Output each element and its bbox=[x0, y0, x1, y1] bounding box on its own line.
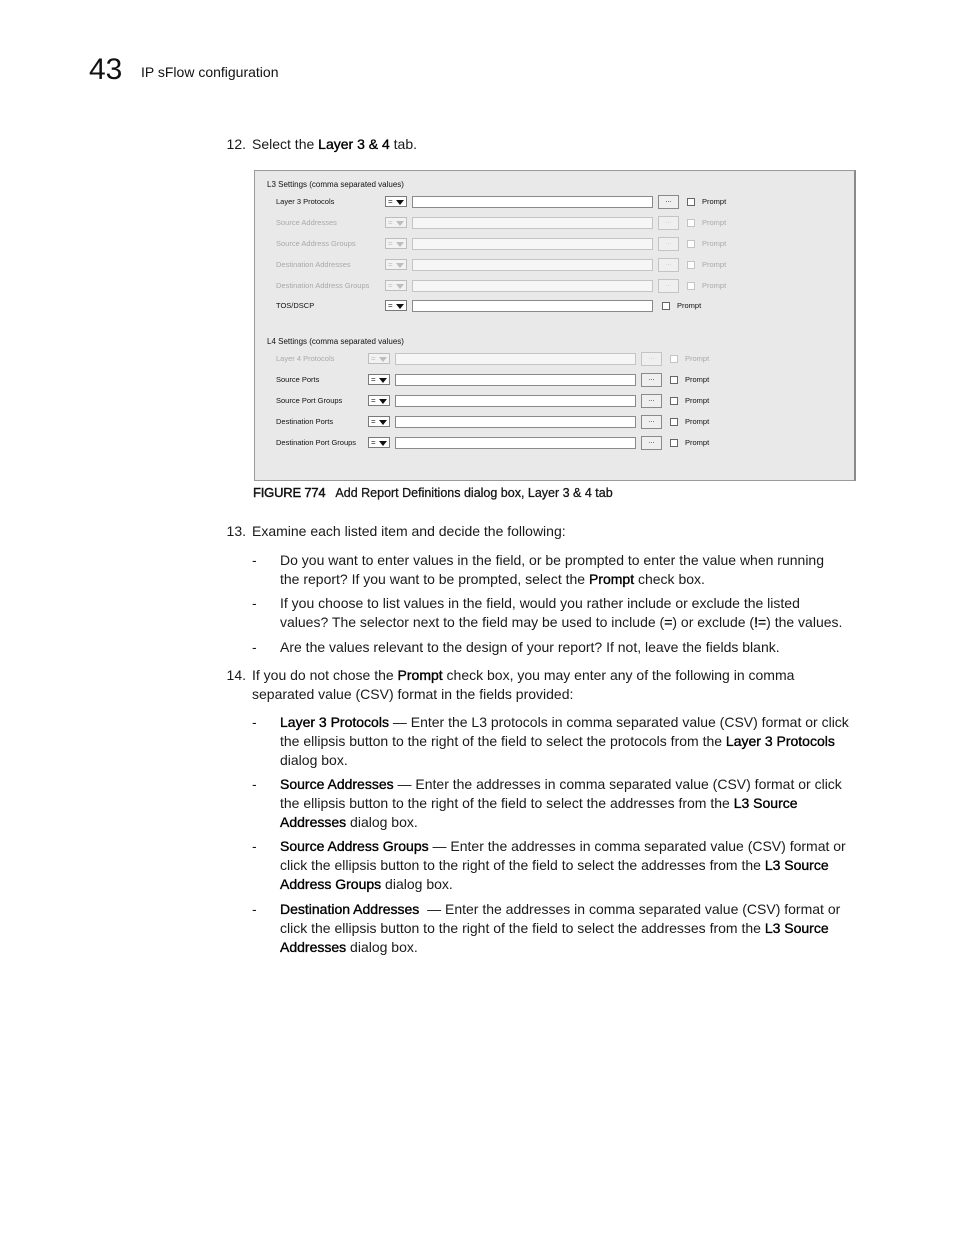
chevron-down-icon bbox=[396, 263, 404, 268]
value-field[interactable] bbox=[395, 437, 636, 449]
operator-select[interactable]: = bbox=[385, 280, 407, 291]
prompt-label: Prompt bbox=[685, 375, 710, 384]
row-label: Layer 4 Protocols bbox=[276, 354, 335, 363]
step-14-bullet-layer3-protocols: Layer 3 Protocols — Enter the L3 protocols in comma separated value (CSV) format or click the ellipsis button to the right of the field to select the protocols from the Layer 3 Protocols dialog box. bbox=[280, 714, 849, 768]
chapter-title: IP sFlow configuration bbox=[141, 64, 279, 80]
operator-select[interactable]: = bbox=[385, 217, 407, 228]
operator-select[interactable]: = bbox=[385, 300, 407, 311]
operator-select[interactable]: = bbox=[385, 259, 407, 270]
value-field[interactable] bbox=[395, 374, 636, 386]
l3-row-destination-addresses bbox=[255, 258, 855, 272]
prompt-checkbox[interactable] bbox=[670, 376, 678, 384]
value-field[interactable] bbox=[412, 238, 653, 250]
prompt-label: Prompt bbox=[702, 218, 727, 227]
value-field[interactable] bbox=[412, 196, 653, 208]
step-13-bullet-2: If you choose to list values in the field, would you rather include or exclude the listed values? The selector next to the field may be used to include (=) or exclude (!=) the values. bbox=[280, 595, 843, 630]
prompt-label: Prompt bbox=[702, 197, 727, 206]
chevron-down-icon bbox=[379, 441, 387, 446]
prompt-label: Prompt bbox=[685, 417, 710, 426]
operator-select[interactable]: = bbox=[368, 374, 390, 385]
step-14-bullet-destination-addresses: Destination Addresses — Enter the addresses in comma separated value (CSV) format or click the ellipsis button to the right of the field to select the addresses from the L3 Source Addresses dialog box. bbox=[280, 901, 841, 955]
value-field[interactable] bbox=[395, 416, 636, 428]
step-14-bullet-source-addresses: Source Addresses — Enter the addresses in comma separated value (CSV) format or click the ellipsis button to the right of the field to select the addresses from the L3 Source Addresses dialog box. bbox=[280, 776, 842, 830]
operator-select[interactable]: = bbox=[368, 416, 390, 427]
step-13-bullet-3: Are the values relevant to the design of your report? If not, leave the fields blank. bbox=[280, 639, 780, 655]
prompt-checkbox[interactable] bbox=[670, 418, 678, 426]
bullet-dash: - bbox=[252, 552, 257, 568]
step-14-number: 14. bbox=[226, 667, 246, 683]
operator-select[interactable]: = bbox=[385, 196, 407, 207]
prompt-label: Prompt bbox=[677, 301, 702, 310]
l4-row-source-ports bbox=[255, 373, 855, 387]
chevron-down-icon bbox=[396, 284, 404, 289]
prompt-checkbox[interactable] bbox=[687, 240, 695, 248]
figure-title: Add Report Definitions dialog box, Layer 3 & 4 tab bbox=[335, 486, 613, 500]
l3-row-tos-dscp bbox=[255, 299, 855, 313]
row-label: Layer 3 Protocols bbox=[276, 197, 335, 206]
chevron-down-icon bbox=[396, 242, 404, 247]
dialog-screenshot bbox=[254, 170, 856, 481]
value-field[interactable] bbox=[412, 217, 653, 229]
prompt-checkbox[interactable] bbox=[670, 439, 678, 447]
value-field[interactable] bbox=[395, 395, 636, 407]
prompt-checkbox[interactable] bbox=[662, 302, 670, 310]
row-label: Source Port Groups bbox=[276, 396, 343, 405]
l3-row-source-addresses bbox=[255, 216, 855, 230]
ellipsis-button[interactable]: ... bbox=[641, 415, 662, 429]
prompt-checkbox[interactable] bbox=[687, 282, 695, 290]
step-14-bullet-source-address-groups: Source Address Groups — Enter the addresses in comma separated value (CSV) format or click the ellipsis button to the right of the field to select the addresses from the L3 Source Address Groups dialog box. bbox=[280, 838, 846, 892]
step-12-number: 12. bbox=[226, 136, 246, 152]
prompt-checkbox[interactable] bbox=[687, 261, 695, 269]
row-label: Source Address Groups bbox=[276, 239, 356, 248]
value-field[interactable] bbox=[412, 280, 653, 292]
ellipsis-button[interactable]: ... bbox=[641, 436, 662, 450]
chevron-down-icon bbox=[396, 221, 404, 226]
prompt-checkbox[interactable] bbox=[687, 198, 695, 206]
l4-row-source-port-groups bbox=[255, 394, 855, 408]
prompt-checkbox[interactable] bbox=[670, 397, 678, 405]
step-13-number: 13. bbox=[226, 523, 246, 539]
l3-row-destination-address-groups bbox=[255, 279, 855, 293]
chevron-down-icon bbox=[379, 420, 387, 425]
prompt-checkbox[interactable] bbox=[687, 219, 695, 227]
step-13-bullet-1: Do you want to enter values in the field, or be prompted to enter the value when running the report? If you want to be prompted, select the Prompt check box. bbox=[280, 552, 825, 587]
ellipsis-button[interactable]: ... bbox=[658, 237, 679, 251]
bullet-dash: - bbox=[252, 714, 257, 730]
chevron-down-icon bbox=[379, 378, 387, 383]
l4-row-layer4-protocols bbox=[255, 352, 855, 366]
prompt-label: Prompt bbox=[685, 396, 710, 405]
row-label: Destination Port Groups bbox=[276, 438, 357, 447]
ellipsis-button[interactable]: ... bbox=[658, 216, 679, 230]
row-label: Destination Ports bbox=[276, 417, 334, 426]
l3-settings-title: L3 Settings (comma separated values) bbox=[267, 180, 404, 189]
prompt-label: Prompt bbox=[702, 239, 727, 248]
l3-row-layer3-protocols bbox=[255, 195, 855, 209]
value-field[interactable] bbox=[412, 300, 653, 312]
l3-row-source-address-groups bbox=[255, 237, 855, 251]
ellipsis-button[interactable]: ... bbox=[641, 373, 662, 387]
prompt-checkbox[interactable] bbox=[670, 355, 678, 363]
chevron-down-icon bbox=[379, 357, 387, 362]
ellipsis-button[interactable]: ... bbox=[658, 279, 679, 293]
l4-settings-title: L4 Settings (comma separated values) bbox=[267, 337, 404, 346]
row-label: Source Ports bbox=[276, 375, 320, 384]
prompt-label: Prompt bbox=[702, 260, 727, 269]
row-label: Source Addresses bbox=[276, 218, 337, 227]
value-field[interactable] bbox=[395, 353, 636, 365]
ellipsis-button[interactable]: ... bbox=[641, 394, 662, 408]
bullet-dash: - bbox=[252, 776, 257, 792]
ellipsis-button[interactable]: ... bbox=[658, 258, 679, 272]
bullet-dash: - bbox=[252, 595, 257, 611]
ellipsis-button[interactable]: ... bbox=[641, 352, 662, 366]
step-13-text: Examine each listed item and decide the following: bbox=[252, 523, 566, 539]
step-12-text: Select the Layer 3 & 4 tab. bbox=[252, 136, 418, 152]
prompt-label: Prompt bbox=[685, 438, 710, 447]
chevron-down-icon bbox=[396, 304, 404, 309]
row-label: TOS/DSCP bbox=[276, 301, 315, 310]
value-field[interactable] bbox=[412, 259, 653, 271]
figure-label: FIGURE 774 bbox=[253, 485, 326, 500]
operator-select[interactable]: = bbox=[368, 395, 390, 406]
prompt-label: Prompt bbox=[702, 281, 727, 290]
operator-select[interactable]: = bbox=[368, 353, 390, 364]
l4-row-destination-port-groups bbox=[255, 436, 855, 450]
chevron-down-icon bbox=[396, 200, 404, 205]
l4-row-destination-ports bbox=[255, 415, 855, 429]
row-label: Destination Addresses bbox=[276, 260, 351, 269]
prompt-label: Prompt bbox=[685, 354, 710, 363]
figure-caption bbox=[253, 485, 613, 500]
chapter-number: 43 bbox=[89, 53, 123, 86]
bullet-dash: - bbox=[252, 901, 257, 917]
operator-select[interactable]: = bbox=[368, 437, 390, 448]
chevron-down-icon bbox=[379, 399, 387, 404]
row-label: Destination Address Groups bbox=[276, 281, 370, 290]
bullet-dash: - bbox=[252, 838, 257, 854]
bullet-dash: - bbox=[252, 639, 257, 655]
ellipsis-button[interactable]: ... bbox=[658, 195, 679, 209]
operator-select[interactable]: = bbox=[385, 238, 407, 249]
step-14-text: If you do not chose the Prompt check box, you may enter any of the following in comma separated value (CSV) format in the fields provided: bbox=[252, 667, 795, 702]
